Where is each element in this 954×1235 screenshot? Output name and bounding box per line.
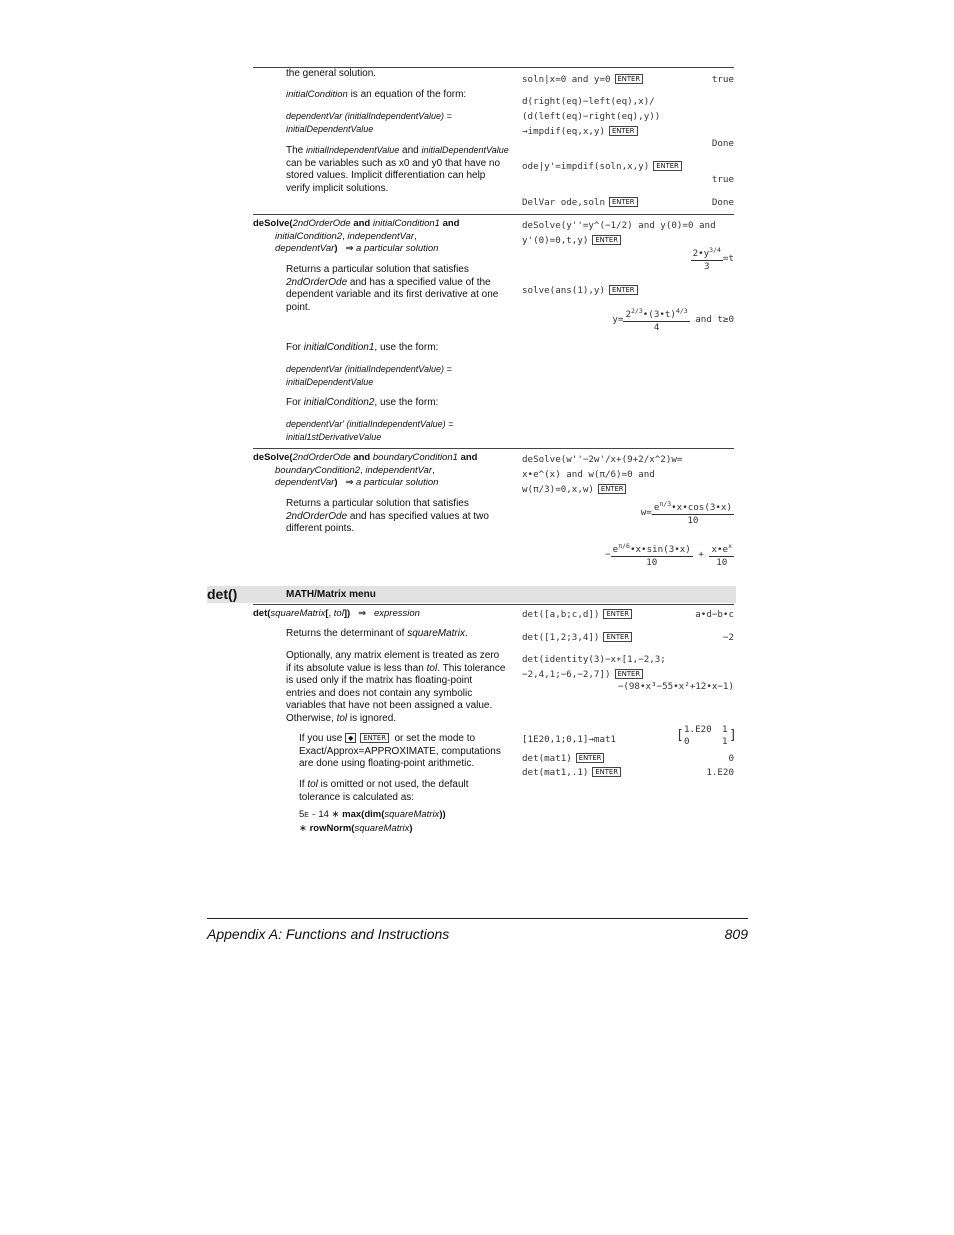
desolve2-rule — [253, 448, 734, 449]
desolve2-result-line2: − $\frac{e^{\pi/6}•x•\sin(3•x)}{10}$ + $\frac{x•e^x}{10}$ — [605, 542, 732, 568]
example-impdif: d(right(eq)−left(eq),x)/ (d(left(eq)−right(eq),y)) →impdif(eq,x,y) ENTER — [522, 96, 661, 137]
desolve1-example2: solve(ans(1),y) ENTER — [522, 283, 638, 298]
page-number: 809 — [724, 926, 748, 942]
desolve2-syntax: deSolve(2ndOrderOde and boundaryCondition1 and boundaryCondition2, independentVar, dependentVar) ⇒ a particular solution — [253, 452, 478, 488]
det-result5: 0 — [728, 753, 734, 764]
matrix-right-bracket: ] — [729, 728, 737, 743]
det-title: det() — [207, 586, 238, 602]
det-desc1: Returns the determinant of squareMatrix. — [286, 628, 468, 639]
desolve1-description: Returns a particular solution that satisfies 2ndOrderOde and has a specified value of the dependent variable and its first derivative at one point. — [286, 264, 499, 313]
det-example5: det(mat1) ENTER — [522, 751, 604, 766]
det-desc3: If you use ◆ ENTER or set the mode to Exact/Approx=APPROXIMATE, computations are done using floating-point arithmetic. — [299, 733, 501, 769]
matrix-cell: 1.E20 — [684, 724, 712, 735]
result-done-2: Done — [711, 197, 734, 208]
general-solution-text: the general solution. — [286, 68, 377, 79]
matrix-cell: 1 — [722, 736, 728, 747]
desolve2-example: deSolve(w''−2w'/x+(9+2/x^2)w= x•e^(x) and w(π/6)=0 and w(π/3)=0,x,w) ENTER — [522, 454, 683, 495]
desolve1-syntax: deSolve(2ndOrderOde and initialCondition1 and initialCondition2, independentVar, dependentVar) ⇒ a particular solution — [253, 218, 460, 254]
det-result2: −2 — [722, 632, 734, 643]
result-true-2: true — [711, 174, 734, 185]
det-result1: a•d−b•c — [695, 609, 734, 620]
desolve1-result2: y= $\frac{2^{2/3}•(3•t)^{4/3}}{4}$ and t≥0 — [612, 307, 734, 333]
det-formula: 5E − 14 ∗ max(dim(squareMatrix)) ∗ rowNorm(squareMatrix) — [299, 809, 446, 834]
desolve1-example1: deSolve(y''=y^(−1/2) and y(0)=0 and y'(0)=0,t,y) ENTER — [522, 220, 716, 246]
det-menu: MATH/Matrix menu — [286, 589, 376, 600]
det-example2: det([1,2;3,4]) ENTER — [522, 630, 632, 645]
independent-value-text: The initialIndependentValue and initialDependentValue can be variables such as x0 and y0 that have no stored values. Implicit differentiation can help verify implicit solutions. — [286, 145, 509, 194]
det-rule — [253, 604, 734, 605]
det-example3: det(identity(3)−x∗[1,−2,3; −2,4,1;−6,−2,7]) ENTER — [522, 654, 666, 680]
desolve1-rule — [253, 214, 734, 215]
result-done-1: Done — [711, 138, 734, 149]
desolve1-for2: For initialCondition2, use the form: — [286, 397, 439, 408]
matrix-cell: 1 — [722, 724, 728, 735]
desolve1-form1: dependentVar (initialIndependentValue) = initialDependentValue — [286, 364, 452, 387]
desolve1-for1: For initialCondition1, use the form: — [286, 342, 439, 353]
desolve1-form2: dependentVar' (initialIndependentValue) = initial1stDerivativeValue — [286, 419, 454, 442]
matrix-left-bracket: [ — [676, 728, 684, 743]
initial-condition-text: initialCondition is an equation of the form: — [286, 89, 467, 100]
desolve2-description: Returns a particular solution that satisfies 2ndOrderOde and has specified values at two different points. — [286, 498, 489, 534]
det-example6: det(mat1,.1) ENTER — [522, 765, 621, 780]
det-result6: 1.E20 — [706, 767, 734, 778]
det-desc4: If tol is omitted or not used, the default tolerance is calculated as: — [299, 779, 469, 803]
footer-rule — [207, 918, 748, 919]
example-soln: soln|x=0 and y=0 ENTER — [522, 72, 643, 87]
form-line: dependentVar (initialIndependentValue) = initialDependentValue — [286, 111, 452, 134]
det-desc2: Optionally, any matrix element is treated as zero if its absolute value is less than tol. This tolerance is used only if the matrix has floating-point entries and does not contain any symbolic variables that have not been assigned a value. Otherwise, tol is ignored. — [286, 650, 506, 724]
desolve2-result-line1: w= $\frac{e^{\pi/3}•x•\cos(3•x)}{10}$ — [640, 500, 732, 526]
result-true-1: true — [711, 74, 734, 85]
det-example1: det([a,b;c,d]) ENTER — [522, 607, 632, 622]
det-syntax: det(squareMatrix[, tol]) ⇒ expression — [253, 608, 420, 619]
det-example4: [1E20,1;0,1]→mat1 — [522, 734, 617, 745]
det-result3: −(98•x³−55•x²+12•x−1) — [617, 681, 734, 692]
desolve1-result1: $\frac{2•y^{3/4}}{3}$ =t — [692, 246, 734, 272]
example-delvar: DelVar ode,soln ENTER — [522, 195, 638, 210]
matrix-cell: 0 — [684, 736, 690, 747]
footer-title: Appendix A: Functions and Instructions — [207, 926, 450, 942]
example-ode: ode|y'=impdif(soln,x,y) ENTER — [522, 159, 682, 174]
